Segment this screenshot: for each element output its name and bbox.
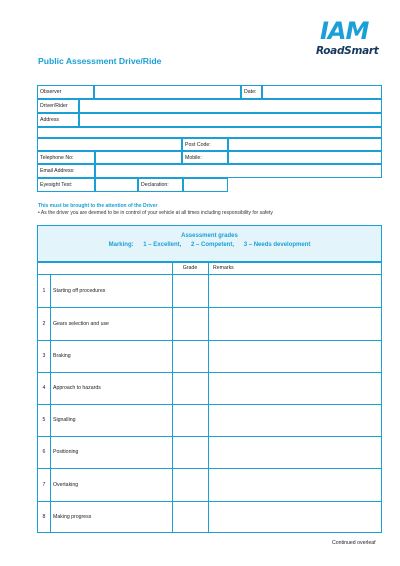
- driver-rider-field[interactable]: [79, 99, 382, 113]
- eyesight-label: Eyesight Test:: [37, 178, 95, 192]
- logo-roadsmart-text: RoadSmart: [316, 45, 379, 57]
- row-number: 8: [42, 514, 46, 520]
- address-field[interactable]: [79, 113, 382, 127]
- logo-iam-text: IAM: [320, 17, 369, 45]
- row-label: Overtaking: [53, 482, 79, 488]
- assessment-table: [37, 262, 382, 533]
- row-divider: [38, 372, 381, 373]
- mobile-label: Mobile:: [182, 151, 228, 164]
- declaration-label: Declaration:: [138, 178, 183, 192]
- date-label: Date:: [241, 85, 262, 99]
- row-divider: [38, 404, 381, 405]
- observer-label: Observer: [37, 85, 94, 99]
- telephone-label: Telephone No:: [37, 151, 95, 164]
- row-divider: [38, 436, 381, 437]
- grade-excellent: 1 – Excellent,: [143, 242, 182, 248]
- post-code-label: Post Code:: [182, 138, 228, 151]
- row-label: Braking: [53, 353, 71, 359]
- row-number: 7: [42, 482, 46, 488]
- grades-title: Assessment grades: [181, 233, 238, 239]
- row-label: Making progress: [53, 514, 92, 520]
- row-divider: [38, 340, 381, 341]
- eyesight-field[interactable]: [95, 178, 138, 192]
- remarks-column-header: Remarks: [213, 265, 234, 271]
- grades-marking-line: [38, 242, 381, 248]
- row-divider: [38, 468, 381, 469]
- row-label: Signalling: [53, 417, 76, 423]
- col-divider-label: [172, 263, 173, 532]
- address-label: Address: [37, 113, 79, 127]
- marking-label: Marking:: [108, 242, 134, 248]
- row-number: 3: [42, 353, 46, 359]
- row-number: 4: [42, 385, 46, 391]
- observer-field[interactable]: [94, 85, 241, 99]
- row-label: Gears selection and use: [53, 321, 109, 327]
- row-label: Approach to hazards: [53, 385, 101, 391]
- page-title: Public Assessment Drive/Ride: [38, 56, 162, 66]
- row-number: 5: [42, 417, 46, 423]
- row-label: Starting off procedures: [53, 288, 106, 294]
- continued-overleaf: Continued overleaf: [332, 540, 376, 546]
- row-number: 2: [42, 321, 46, 327]
- driver-rider-label: Driver/Rider: [37, 99, 79, 113]
- row-number: 1: [42, 288, 46, 294]
- email-label: Email Address:: [37, 164, 95, 178]
- declaration-field[interactable]: [183, 178, 228, 192]
- grade-needs-development: 3 – Needs development: [243, 242, 311, 248]
- assessment-grades-banner: [37, 225, 382, 262]
- row-divider: [38, 307, 381, 308]
- row-label: Positioning: [53, 449, 79, 455]
- note-body: • As the driver you are deemed to be in control of your vehicle at all times including responsibility for safety: [38, 210, 273, 216]
- row-number: 6: [42, 449, 46, 455]
- grade-competent: 2 – Competent,: [191, 242, 235, 248]
- mobile-field[interactable]: [228, 151, 382, 164]
- note-heading: This must be brought to the attention of the Driver: [38, 203, 158, 209]
- post-code-field[interactable]: [228, 138, 382, 151]
- col-divider-num: [50, 274, 51, 532]
- iam-roadsmart-logo: [316, 18, 382, 62]
- row-divider: [38, 501, 381, 502]
- header-divider: [38, 274, 381, 275]
- address-line-3[interactable]: [37, 138, 182, 151]
- date-field[interactable]: [262, 85, 382, 99]
- grade-column-header: Grade: [182, 265, 198, 271]
- col-divider-grade: [208, 263, 209, 532]
- telephone-field[interactable]: [95, 151, 182, 164]
- email-field[interactable]: [95, 164, 382, 178]
- address-line-2[interactable]: [37, 127, 382, 138]
